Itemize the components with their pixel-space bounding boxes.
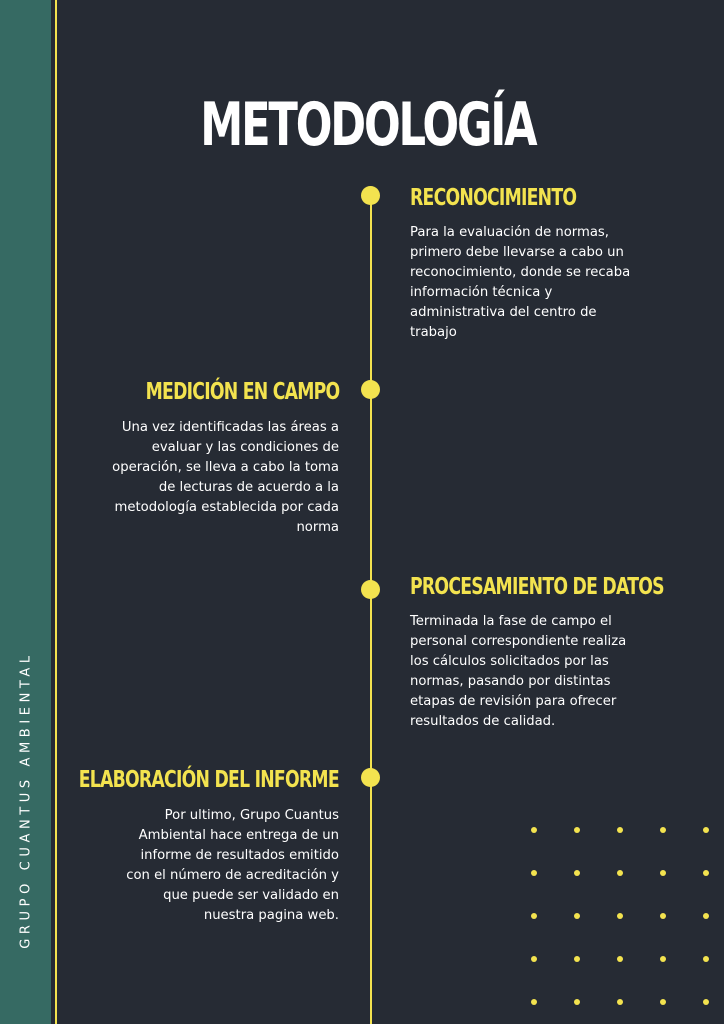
page-title: METODOLOGÍA bbox=[200, 90, 536, 160]
step-line: información técnica y bbox=[410, 285, 553, 300]
timeline-line bbox=[370, 195, 372, 1024]
step-line: de lecturas de acuerdo a la bbox=[158, 480, 339, 495]
step-line: trabajo bbox=[410, 325, 457, 340]
step-title-elaboracion-del-informe: ELABORACIÓN DEL INFORME bbox=[78, 767, 339, 793]
step-line: administrativa del centro de bbox=[410, 305, 597, 320]
step-description-elaboracion-del-informe bbox=[126, 806, 339, 926]
step-line: informe de resultados emitido bbox=[140, 848, 339, 863]
step-line: que puede ser validado en bbox=[163, 888, 339, 903]
step-title-reconocimiento: RECONOCIMIENTO bbox=[410, 185, 577, 211]
step-line: Ambiental hace entrega de un bbox=[138, 828, 339, 843]
decorative-dot bbox=[703, 827, 709, 833]
step-line: Por ultimo, Grupo Cuantus bbox=[164, 808, 339, 823]
step-line: Una vez identificadas las áreas a bbox=[121, 420, 339, 435]
decorative-dot bbox=[574, 870, 580, 876]
step-title-medicion-en-campo: MEDICIÓN EN CAMPO bbox=[145, 379, 339, 405]
decorative-dot bbox=[660, 870, 666, 876]
sidebar-accent-line bbox=[55, 0, 57, 1024]
decorative-dot bbox=[617, 956, 623, 962]
decorative-dot bbox=[531, 870, 537, 876]
decorative-dot bbox=[660, 913, 666, 919]
decorative-dot bbox=[617, 827, 623, 833]
decorative-dot bbox=[703, 913, 709, 919]
step-line: personal correspondiente realiza bbox=[410, 634, 627, 649]
decorative-dot bbox=[703, 999, 709, 1005]
decorative-dot bbox=[703, 870, 709, 876]
decorative-dot bbox=[660, 999, 666, 1005]
step-line: reconocimiento, donde se recaba bbox=[410, 265, 631, 280]
step-title-procesamiento-de-datos: PROCESAMIENTO DE DATOS bbox=[410, 574, 664, 600]
decorative-dot bbox=[660, 827, 666, 833]
timeline-dot-procesamiento-de-datos bbox=[361, 580, 380, 599]
step-description-medicion-en-campo bbox=[112, 418, 339, 538]
step-line: normas, pasando por distintas bbox=[410, 674, 611, 689]
decorative-dot bbox=[531, 999, 537, 1005]
step-description-reconocimiento bbox=[410, 223, 630, 343]
decorative-dot bbox=[617, 870, 623, 876]
step-line: nuestra pagina web. bbox=[203, 908, 339, 923]
decorative-dot bbox=[660, 956, 666, 962]
timeline-dot-elaboracion-del-informe bbox=[361, 768, 380, 787]
decorative-dot bbox=[617, 999, 623, 1005]
decorative-dot bbox=[531, 827, 537, 833]
step-line: operación, se lleva a cabo la toma bbox=[112, 460, 339, 475]
decorative-dot bbox=[617, 913, 623, 919]
step-line: primero debe llevarse a cabo un bbox=[410, 245, 624, 260]
decorative-dot bbox=[574, 913, 580, 919]
step-line: resultados de calidad. bbox=[410, 714, 556, 729]
sidebar-brand-text: GRUPO CUANTUS AMBIENTAL bbox=[18, 651, 34, 949]
step-line: norma bbox=[296, 520, 339, 535]
step-line: los cálculos solicitados por las bbox=[410, 654, 609, 669]
step-line: metodología establecida por cada bbox=[114, 500, 339, 515]
decorative-dot bbox=[531, 913, 537, 919]
step-line: Para la evaluación de normas, bbox=[410, 225, 609, 240]
decorative-dot bbox=[531, 956, 537, 962]
decorative-dot bbox=[574, 827, 580, 833]
step-description-procesamiento-de-datos bbox=[410, 612, 626, 732]
timeline-dot-medicion-en-campo bbox=[361, 380, 380, 399]
step-line: Terminada la fase de campo el bbox=[410, 614, 612, 629]
decorative-dot bbox=[703, 956, 709, 962]
step-line: etapas de revisión para ofrecer bbox=[410, 694, 617, 709]
step-line: con el número de acreditación y bbox=[126, 868, 339, 883]
timeline-dot-reconocimiento bbox=[361, 186, 380, 205]
decorative-dot bbox=[574, 999, 580, 1005]
step-line: evaluar y las condiciones de bbox=[151, 440, 339, 455]
decorative-dot bbox=[574, 956, 580, 962]
